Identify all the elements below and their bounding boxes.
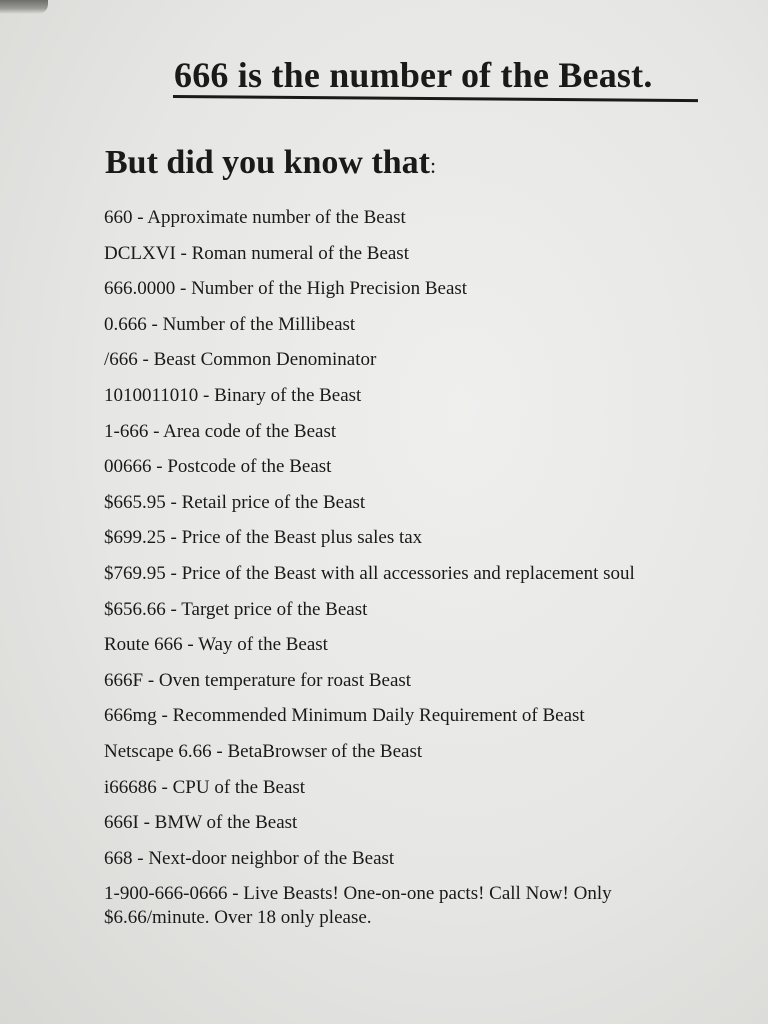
list-item: /666 - Beast Common Denominator — [104, 349, 377, 371]
subtitle-colon: : — [430, 153, 437, 178]
list-item: 668 - Next-door neighbor of the Beast — [104, 847, 395, 869]
list-item: 660 - Approximate number of the Beast — [104, 207, 406, 228]
list-item: Netscape 6.66 - BetaBrowser of the Beast — [104, 740, 423, 762]
list-item: 1-900-666-0666 - Live Beasts! One-on-one pacts! Call Now! Only $6.66/minute. Over 18 only please. — [104, 883, 612, 929]
subtitle-text: But did you know that — [105, 144, 431, 181]
list-item: Route 666 - Way of the Beast — [104, 634, 328, 656]
list-item: $656.66 - Target price of the Beast — [104, 598, 368, 620]
subtitle — [105, 144, 436, 182]
list-item: 1010011010 - Binary of the Beast — [104, 384, 362, 406]
title-underline — [173, 95, 698, 102]
list-item: $769.95 - Price of the Beast with all accessories and replacement soul — [104, 562, 635, 584]
list-item: DCLXVI - Roman numeral of the Beast — [104, 242, 409, 264]
beast-facts-list — [104, 206, 724, 930]
list-item: $699.25 - Price of the Beast plus sales tax — [104, 527, 423, 549]
list-item: 666mg - Recommended Minimum Daily Requirement of Beast — [104, 705, 585, 727]
page-title: 666 is the number of the Beast. — [174, 55, 653, 95]
list-item: $665.95 - Retail price of the Beast — [104, 491, 366, 513]
list-item: 666.0000 - Number of the High Precision Beast — [104, 278, 468, 300]
list-item: 666I - BMW of the Beast — [104, 812, 298, 834]
list-item: 00666 - Postcode of the Beast — [104, 456, 332, 478]
list-item: 1-666 - Area code of the Beast — [104, 420, 337, 442]
list-item: 0.666 - Number of the Millibeast — [104, 313, 356, 335]
list-item: i66686 - CPU of the Beast — [104, 776, 306, 798]
corner-tape-mark — [0, 0, 48, 14]
list-item: 666F - Oven temperature for roast Beast — [104, 669, 412, 691]
